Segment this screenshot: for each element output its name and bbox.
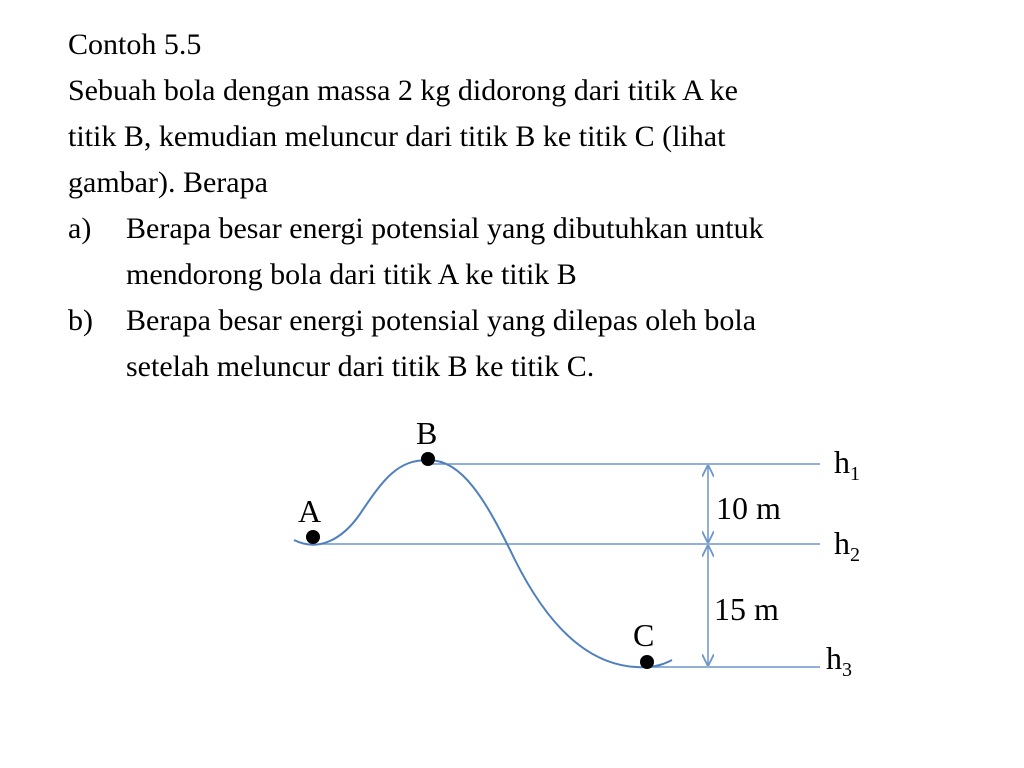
dimension-label-lower: 15 m — [714, 591, 779, 627]
question-line: Berapa besar energi potensial yang dibutuhkan untuk — [126, 212, 764, 245]
dimension-label-upper: 10 m — [716, 490, 781, 526]
question-a-label: a) — [68, 212, 92, 245]
point-a-dot — [306, 530, 320, 544]
point-a-label: A — [298, 493, 322, 529]
level-label-h2: $h_2$ — [834, 525, 860, 566]
level-label-h1: $h_1$ — [834, 444, 860, 485]
question-line: Berapa besar energi potensial yang dilepas oleh bola — [126, 304, 757, 337]
point-b-label: B — [416, 415, 438, 451]
question-b-label: b) — [68, 304, 93, 337]
problem-line: gambar). Berapa — [68, 166, 268, 199]
problem-line: titik B, kemudian meluncur dari titik B ke titik C (lihat — [68, 120, 726, 153]
question-line: mendorong bola dari titik A ke titik B — [126, 258, 577, 291]
track-curve — [294, 460, 672, 667]
point-c-dot — [640, 655, 654, 669]
point-c-label: C — [633, 617, 655, 653]
level-label-h3: $h_3$ — [826, 640, 852, 681]
question-line: setelah meluncur dari titik B ke titik C. — [126, 350, 595, 383]
example-title: Contoh 5.5 — [68, 28, 202, 61]
problem-line: Sebuah bola dengan massa 2 kg didorong dari titik A ke — [68, 74, 738, 107]
point-b-dot — [421, 452, 435, 466]
